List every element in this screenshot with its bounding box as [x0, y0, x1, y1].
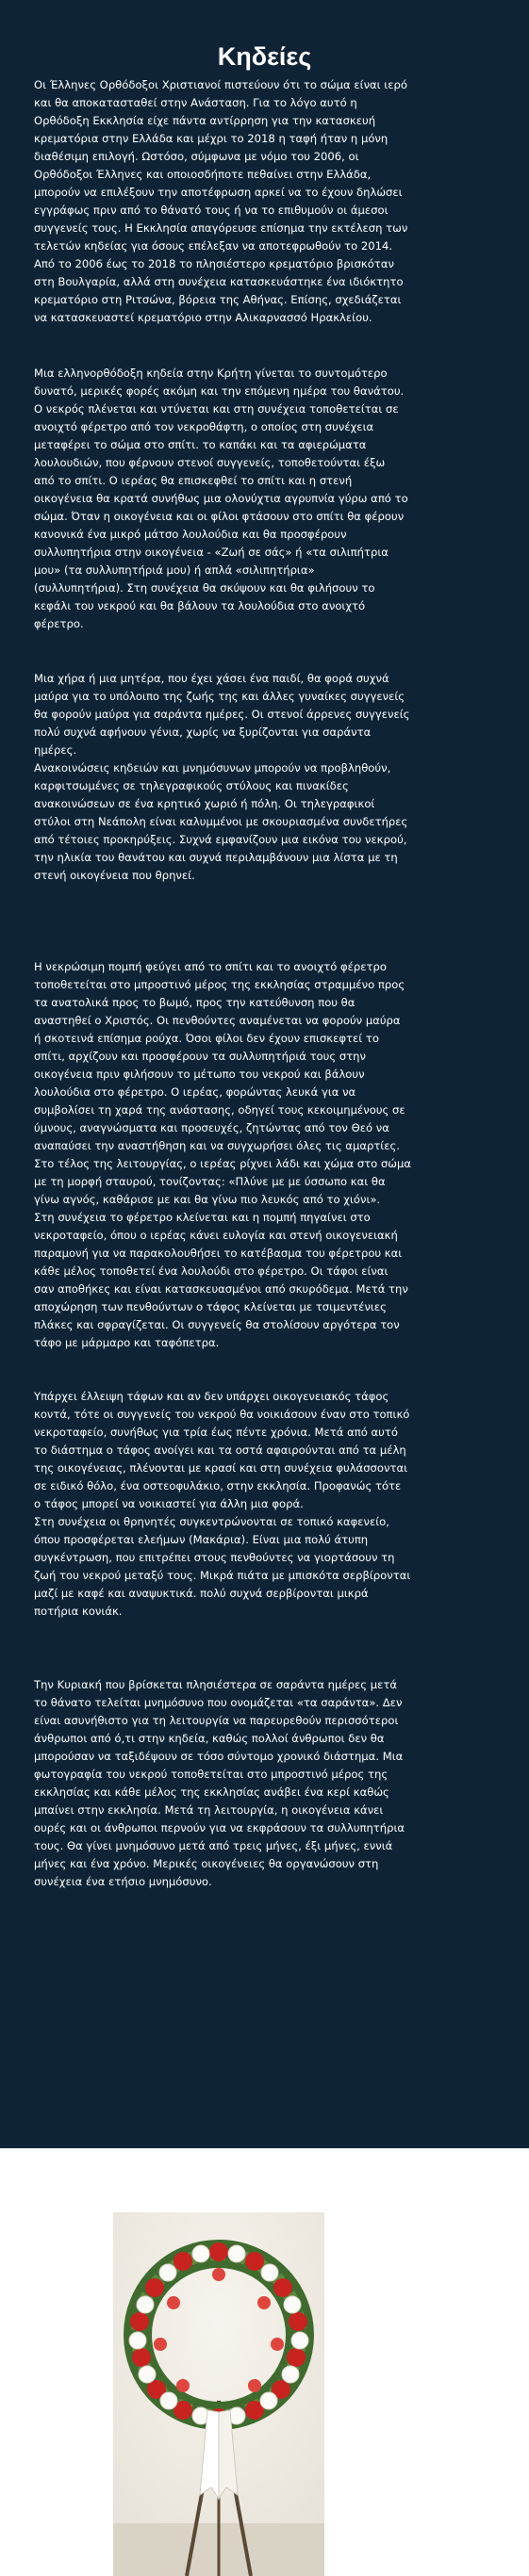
paragraph-line: Οι Έλληνες Ορθόδοξοι Χριστιανοί πιστεύουν ότι το σώμα είναι ιερό — [34, 78, 407, 91]
paragraph-line: τους. Θα γίνει μνημόσυνο μετά από τρεις μήνες, έξι μήνες, εννιά — [34, 1839, 393, 1852]
paragraph-line: αποχώρηση των πενθούντων ο τάφος κλείνεται με τσιμεντένιες — [34, 1300, 387, 1313]
paragraph — [34, 76, 496, 327]
paragraph-line: από τέτοιες προκηρύξεις. Συχνά εμφανίζουν μια εικόνα του νεκρού, — [34, 833, 407, 846]
paragraph-line: αναπαύσει την αναστήθηση και να συγχωρήσει όλες τις αμαρτίες. — [34, 1139, 400, 1152]
paragraph-line: συλλυπητήρια στην οικογένεια - «Ζωή σε σάς» ή «τα σιλιπήτρια — [34, 546, 388, 559]
paragraph-line: καρφιτσωμένες σε τηλεγραφικούς στύλους και πινακίδες — [34, 779, 349, 792]
paragraph-line: Μια χήρα ή μια μητέρα, που έχει χάσει ένα παιδί, θα φορά συχνά — [34, 672, 389, 685]
paragraph-line: κάθε μέλος τοποθετεί ένα λουλούδι στο φέρετρο. Οι τάφοι είναι — [34, 1264, 388, 1278]
paragraph-line: το θάνατο τελείται μνημόσυνο που ονομάζεται «τα σαράντα». Δεν — [34, 1696, 403, 1709]
paragraph-line: οικογένεια θα κρατά συνήθως μια ολονύχτια αγρυπνία γύρω από το — [34, 492, 408, 505]
paragraph-line: μου» (τα συλλυπητήριά μου) ή απλά «σιλιπητήρια» — [34, 563, 315, 577]
paragraph-line: (συλλυπητήρια). Στη συνέχεια θα σκύψουν και θα φιλήσουν το — [34, 581, 375, 595]
paragraph-line: αναστηθεί ο Χριστός. Οι πενθούντες αναμένεται να φορούν μαύρα — [34, 1014, 401, 1027]
paragraph-line: συμβολίσει τη χαρά της ανάστασης, οδηγεί τους κεκοιμημένους σε — [34, 1103, 405, 1117]
paragraph-line: εγγράφως πριν από το θάνατό τους ή να το επιθυμούν οι άμεσοι — [34, 204, 388, 217]
paragraph — [34, 958, 496, 1352]
paragraph-line: από το σπίτι. Ο ιερέας θα επισκεφθεί το σπίτι και η στενή — [34, 474, 353, 487]
paragraph-line: Στη συνέχεια το φέρετρο κλείνεται και η πομπή πηγαίνει στο — [34, 1211, 371, 1224]
paragraph-line: λουλούδια στο φέρετρο. Ο ιερέας, φορώντας λευκά για να — [34, 1085, 356, 1099]
paragraph-line: οικογένεια πριν φιλήσουν το μέτωπο του νεκρού και βάλουν — [34, 1068, 365, 1081]
paragraph-line: στύλοι στη Νεάπολη είναι καλυμμένοι με σκουριασμένα συνδετήρες — [34, 815, 408, 828]
paragraph-line: συγγενείς τους. Η Εκκλησία απαγόρευσε επίσημα την εκτέλεση των — [34, 221, 408, 235]
paragraph-line: σπίτι, αρχίζουν και προσφέρουν τα συλλυπητήριά τους στην — [34, 1050, 367, 1063]
paragraph-line: με τη μορφή σταυρού, τονίζοντας: «Πλύνε με με ύσσωπο και θα — [34, 1175, 386, 1188]
paragraph-line: στενή οικογένεια που θρηνεί. — [34, 869, 195, 882]
paragraph — [34, 1388, 496, 1621]
paragraph-line: Από το 2006 έως το 2018 το πλησιέστερο κρεματόριο βρισκόταν — [34, 257, 394, 270]
paragraph-line: Στη συνέχεια οι θρηνητές συγκεντρώνονται σε τοπικό καφενείο, — [34, 1515, 389, 1528]
paragraph-line: Υπάρχει έλλειψη τάφων και αν δεν υπάρχει οικογενειακός τάφος — [34, 1390, 389, 1403]
paragraph-line: μήνες και ένα χρόνο. Μερικές οικογένειες θα οργανώσουν στη — [34, 1857, 379, 1870]
paragraph-line: μπορούν να επιλέξουν την αποτέφρωση αρκεί να το έχουν δηλώσει — [34, 186, 403, 199]
paragraph-line: ανοιχτό φέρετρο από τον νεκροθάφτη, ο οποίος στη συνέχεια — [34, 420, 374, 433]
paragraph-line: τοποθετείται στο μπροστινό μέρος της εκκλησίας στραμμένο προς — [34, 978, 405, 991]
paragraph-line: Ανακοινώσεις κηδειών και μνημόσυνων μπορούν να προβληθούν, — [34, 761, 391, 774]
funeral-wreath-photo — [113, 2212, 324, 2576]
paragraph-line: ουρές και οι άνθρωποι περνούν για να εκφράσουν τα συλλυπητήρια — [34, 1821, 405, 1834]
paragraph-line: μπαίνει στην εκκλησία. Μετά τη λειτουργία, η οικογένεια κάνει — [34, 1803, 384, 1817]
paragraph-line: μαύρα για το υπόλοιπο της ζωής της και άλλες γυναίκες συγγενείς — [34, 690, 405, 703]
paragraph-line: τελετών κηδείας για όσους επέλεξαν να αποτεφρωθούν το 2014. — [34, 239, 393, 253]
paragraph-line: ανακοινώσεων σε ένα κρητικό χωριό ή πόλη. Οι τηλεγραφικοί — [34, 797, 375, 810]
paragraph-line: ζωή του νεκρού μεταξύ τους. Μικρά πιάτα με μπισκότα σερβίρονται — [34, 1569, 411, 1582]
paragraph-line: κρεματόρια στην Ελλάδα και μέχρι το 2018 η ταφή ήταν η μόνη — [34, 132, 388, 145]
paragraph-line: να κατασκευαστεί κρεματόριο στην Αλικαρνασσό Ηρακλείου. — [34, 311, 372, 324]
paragraph-line: της οικογένειας, πλένονται με κρασί και στη συνέχεια φυλάσσονται — [34, 1461, 408, 1475]
paragraph-line: κοντά, τότε οι συγγενείς του νεκρού θα νοικιάσουν έναν στο τοπικό — [34, 1408, 410, 1421]
paragraph-line: φωτογραφία του νεκρού τοποθετείται στο μπροστινό μέρος της — [34, 1768, 388, 1781]
paragraph-line: σε ειδικό θόλο, ένα οστεοφυλάκιο, στην εκκλησία. Προφανώς τότε — [34, 1479, 402, 1492]
paragraph-line: σώμα. Όταν η οικογένεια και οι φίλοι φτάσουν στο σπίτι θα φέρουν — [34, 510, 405, 523]
paragraph-line: φέρετρο. — [34, 617, 84, 630]
paragraph-line: την ηλικία του θανάτου και συχνά περιλαμβάνουν μια λίστα με τη — [34, 851, 398, 864]
paragraph-line: διαθέσιμη επιλογή. Ωστόσο, σύμφωνα με νόμο του 2006, οι — [34, 150, 359, 163]
paragraph-line: ύμνους, αναγνώσματα και προσευχές, ζητώντας από τον Θεό να — [34, 1121, 389, 1134]
paragraph-line: όπου προσφέρεται ελεήμων (Μακάρια). Είναι μια πολύ άτυπη — [34, 1533, 369, 1546]
paragraph-line: Ορθόδοξη Εκκλησία είχε πάντα αντίρρηση για την κατασκευή — [34, 114, 376, 127]
paragraph-line: δυνατό, μερικές φορές ακόμη και την επόμενη ημέρα του θανάτου. — [34, 384, 405, 398]
paragraph-line: τάφο με μάρμαρο και ταφόπετρα. — [34, 1336, 220, 1349]
paragraph-line: άνθρωποι από ό,τι στην κηδεία, καθώς πολλοί άνθρωποι δεν θα — [34, 1732, 385, 1745]
paragraph-line: Η νεκρώσιμη πομπή φεύγει από το σπίτι και το ανοιχτό φέρετρο — [34, 960, 387, 973]
paragraph — [34, 670, 496, 885]
paragraph-line: εκκλησίας και κάθε μέλος της εκκλησίας ανάβει ένα κερί καθώς — [34, 1785, 389, 1799]
page-title: Κηδείες — [217, 42, 312, 71]
paragraph-line: Την Κυριακή που βρίσκεται πλησιέστερα σε σαράντα ημέρες μετά — [34, 1678, 397, 1691]
paragraph-line: παραμονή για να παρακολουθήσει το κατέβασμα του φέρετρου και — [34, 1247, 403, 1260]
paragraph-line: λουλουδιών, που φέρνουν στενοί συγγενείς, τοποθετούνται έξω — [34, 456, 386, 469]
paragraph-line: Ο νεκρός πλένεται και ντύνεται και στη συνέχεια τοποθετείται σε — [34, 402, 399, 416]
paragraph-line: πολύ συχνά αφήνουν γένια, χωρίς να ξυρίζονται για σαράντα — [34, 726, 372, 739]
paragraph-line: ο τάφος μπορεί να νοικιαστεί για άλλη μια φορά. — [34, 1497, 304, 1510]
paragraph-line: ή σκοτεινά επίσημα ρούχα. Όσοι φίλοι δεν έχουν επισκεφτεί το — [34, 1032, 379, 1045]
paragraph-line: συγκέντρωση, που επιτρέπει στους πενθούντες να γιορτάσουν τη — [34, 1551, 395, 1564]
paragraph-line: συνέχεια ένα ετήσιο μνημόσυνο. — [34, 1875, 212, 1888]
paragraph-line: μεταφέρει το σώμα στο σπίτι. το καπάκι και τα αφιερώματα — [34, 438, 367, 451]
paragraph-line: πλάκες και σφραγίζεται. Οι συγγενείς θα στολίσουν αργότερα τον — [34, 1318, 400, 1331]
paragraph-line: σαν αποθήκες και είναι κατασκευασμένοι από σκυρόδεμα. Μετά την — [34, 1282, 408, 1296]
paragraph-line: κεφάλι του νεκρού και θα βάλουν τα λουλούδια στο ανοιχτό — [34, 599, 366, 612]
paragraph-line: μπορούσαν να ταξιδέψουν σε τόσο σύντομο χρονικό διάστημα. Μια — [34, 1750, 404, 1763]
paragraph-line: τα ανατολικά προς το βωμό, προς την κατεύθυνση που θα — [34, 996, 355, 1009]
paragraph-line: μαζί με καφέ και αναψυκτικά. πολύ συχνά σερβίρονται μικρά — [34, 1587, 369, 1600]
paragraph — [34, 365, 496, 633]
paragraph-line: νεκροταφείο, συνήθως για τρία έως πέντε χρόνια. Μετά από αυτό — [34, 1426, 398, 1439]
paragraph-line: θα φορούν μαύρα για σαράντα ημέρες. Οι στενοί άρρενες συγγενείς — [34, 708, 410, 721]
paragraph-line: Στο τέλος της λειτουργίας, ο ιερέας ρίχνει λάδι και χώμα στο σώμα — [34, 1157, 412, 1170]
wreath-icon — [113, 2212, 324, 2576]
paragraph-line: ποτήρια κονιάκ. — [34, 1605, 123, 1618]
paragraph-line: είναι ασυνήθιστο για τη λειτουργία να παρευρεθούν περισσότεροι — [34, 1714, 399, 1727]
paragraph-line: γίνω αγνός, καθάρισε με και θα γίνω πιο λευκός από το χιόνι». — [34, 1193, 381, 1206]
paragraph-line: Ορθόδοξοι Έλληνες και οποιοσδήποτε πεθαίνει στην Ελλάδα, — [34, 168, 372, 181]
paragraph-line: κανονικά ένα μικρό μάτσο λουλούδια και θα προσφέρουν — [34, 528, 347, 541]
paragraph-line: και θα αποκατασταθεί στην Ανάσταση. Για το λόγο αυτό η — [34, 96, 357, 109]
paragraph-line: κρεματόριο στη Ριτσώνα, βόρεια της Αθήνας. Επίσης, σχεδιάζεται — [34, 293, 402, 306]
paragraph-line: ημέρες. — [34, 743, 77, 757]
paragraph-line: στη Βουλγαρία, αλλά στη συνέχεια κατασκευάστηκε ένα ιδιόκτητο — [34, 275, 404, 288]
paragraph-line: το διάστημα ο τάφος ανοίγει και τα οστά αφαιρούνται από τα μέλη — [34, 1443, 406, 1457]
paragraph-line: Μια ελληνορθόδοξη κηδεία στην Κρήτη γίνεται το συντομότερο — [34, 367, 388, 380]
paragraph — [34, 1676, 496, 1891]
paragraph-line: νεκροταφείο, όπου ο ιερέας κάνει ευλογία και στενή οικογενειακή — [34, 1229, 398, 1242]
